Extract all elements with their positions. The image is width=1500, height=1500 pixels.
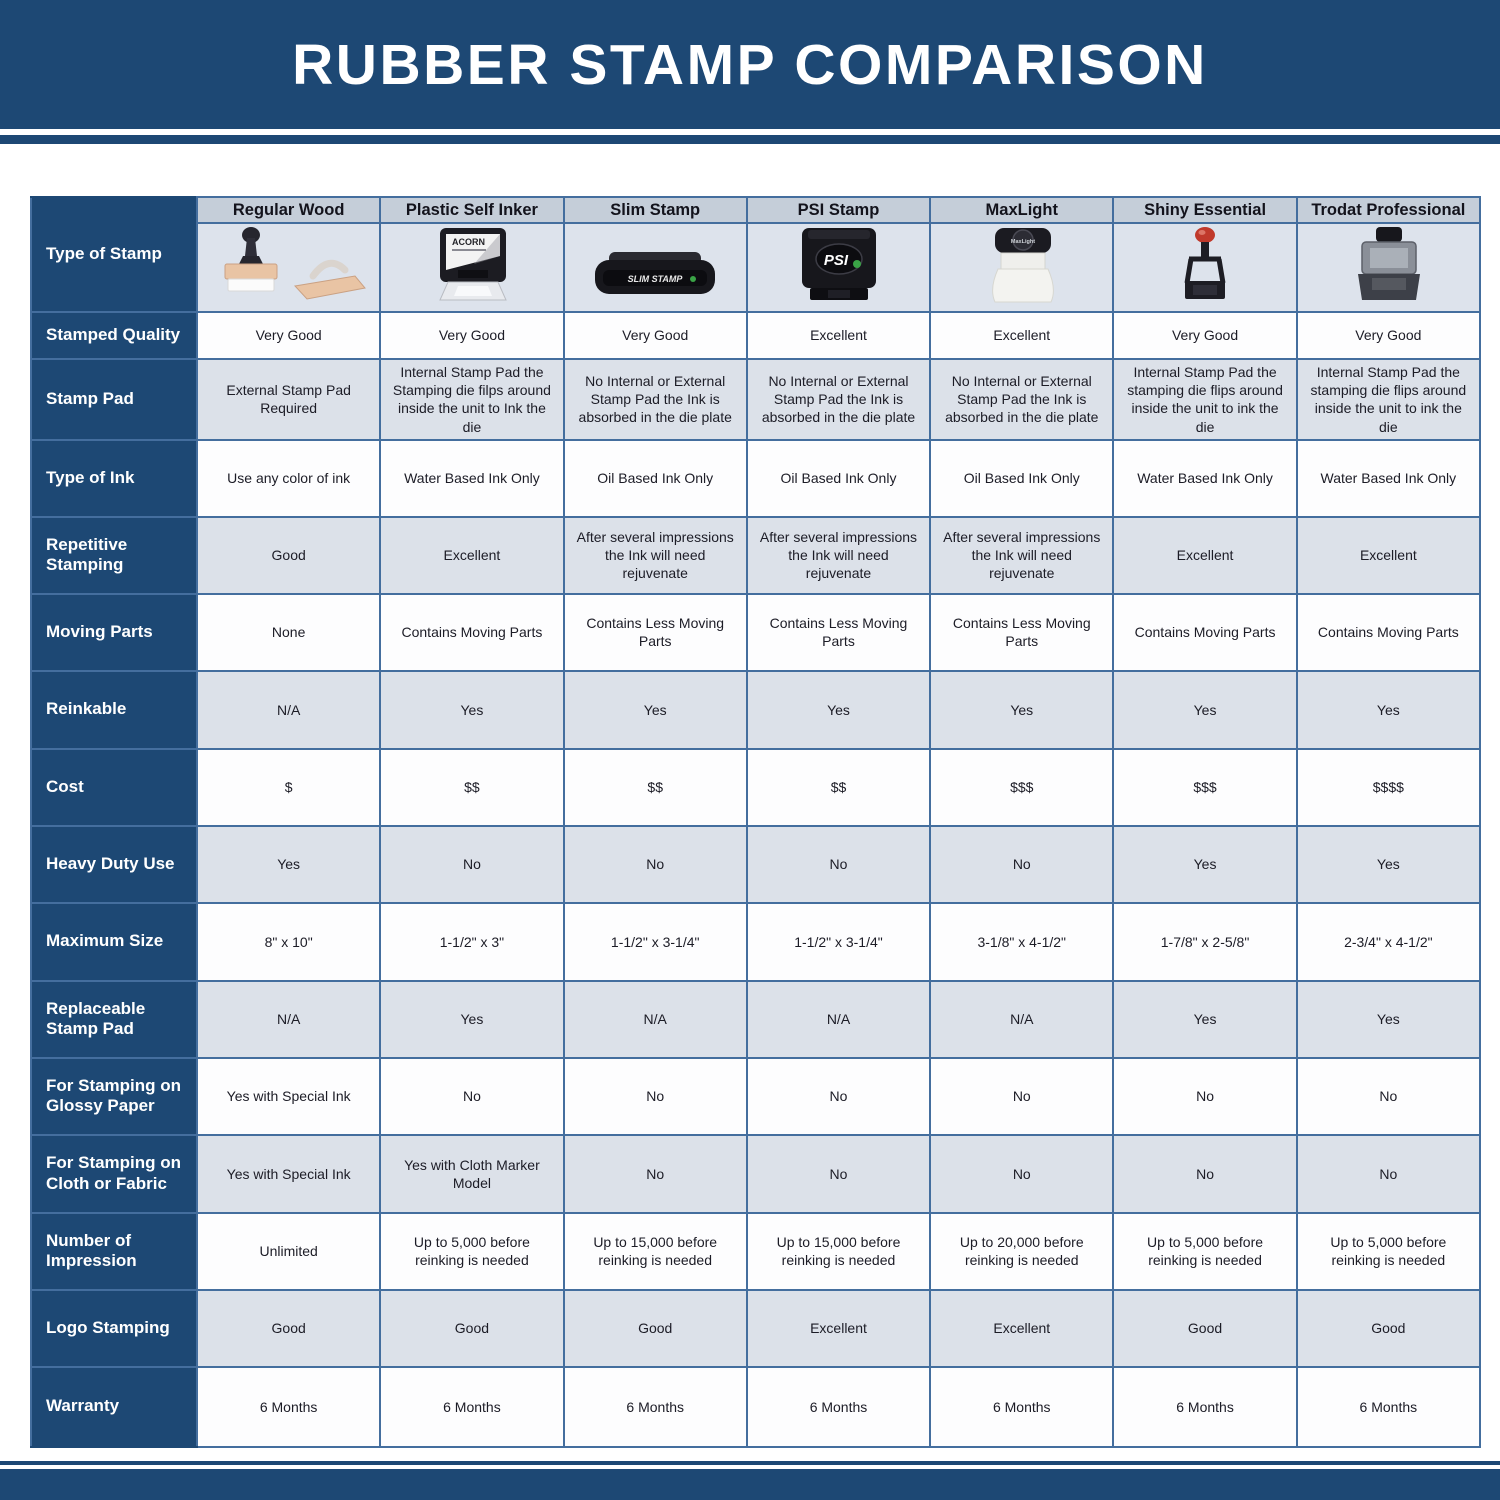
value-cell-type-of-ink-psi-stamp: Oil Based Ink Only	[747, 440, 930, 517]
table-row-reinkable	[31, 671, 1480, 749]
value-cell-number-of-impression-psi-stamp: Up to 15,000 before reinking is needed	[747, 1213, 930, 1290]
value-cell-for-stamping-on-glossy-paper-plastic-self-inker: No	[380, 1058, 563, 1135]
value-cell-logo-stamping-regular-wood: Good	[197, 1290, 380, 1367]
column-header-trodat-professional: Trodat Professional	[1297, 197, 1480, 223]
value-cell-maximum-size-trodat-professional: 2-3/4" x 4-1/2"	[1297, 903, 1480, 981]
table-row-repetitive-stamping	[31, 517, 1480, 594]
value-cell-stamp-pad-shiny-essential: Internal Stamp Pad the stamping die flips around inside the unit to ink the die	[1113, 359, 1296, 440]
value-cell-type-of-ink-regular-wood: Use any color of ink	[197, 440, 380, 517]
value-cell-for-stamping-on-glossy-paper-slim-stamp: No	[564, 1058, 747, 1135]
value-cell-stamp-pad-psi-stamp: No Internal or External Stamp Pad the Ink is absorbed in the die plate	[747, 359, 930, 440]
value-cell-stamp-pad-plastic-self-inker: Internal Stamp Pad the Stamping die filps around inside the unit to Ink the die	[380, 359, 563, 440]
row-label-stamped-quality: Stamped Quality	[31, 312, 197, 359]
value-cell-stamp-pad-regular-wood: External Stamp Pad Required	[197, 359, 380, 440]
value-cell-stamp-pad-slim-stamp: No Internal or External Stamp Pad the Ink is absorbed in the die plate	[564, 359, 747, 440]
comparison-table	[30, 196, 1481, 1448]
table-row-for-stamping-on-glossy-paper	[31, 1058, 1480, 1135]
table-row-for-stamping-on-cloth-or-fabric	[31, 1135, 1480, 1213]
value-cell-repetitive-stamping-trodat-professional: Excellent	[1297, 517, 1480, 594]
value-cell-moving-parts-maxlight: Contains Less Moving Parts	[930, 594, 1113, 671]
value-cell-reinkable-slim-stamp: Yes	[564, 671, 747, 749]
value-cell-warranty-shiny-essential: 6 Months	[1113, 1367, 1296, 1447]
table-row-stamped-quality	[31, 312, 1480, 359]
table-row-warranty	[31, 1367, 1480, 1447]
table-row-cost	[31, 749, 1480, 826]
value-cell-reinkable-shiny-essential: Yes	[1113, 671, 1296, 749]
column-header-maxlight: MaxLight	[930, 197, 1113, 223]
value-cell-heavy-duty-use-regular-wood: Yes	[197, 826, 380, 903]
value-cell-repetitive-stamping-regular-wood: Good	[197, 517, 380, 594]
column-header-shiny-essential: Shiny Essential	[1113, 197, 1296, 223]
value-cell-repetitive-stamping-shiny-essential: Excellent	[1113, 517, 1296, 594]
value-cell-replaceable-stamp-pad-maxlight: N/A	[930, 981, 1113, 1058]
row-label-moving-parts: Moving Parts	[31, 594, 197, 671]
value-cell-for-stamping-on-glossy-paper-regular-wood: Yes with Special Ink	[197, 1058, 380, 1135]
banner-divider-line	[0, 135, 1500, 144]
value-cell-type-of-ink-shiny-essential: Water Based Ink Only	[1113, 440, 1296, 517]
value-cell-stamped-quality-psi-stamp: Excellent	[747, 312, 930, 359]
value-cell-cost-regular-wood: $	[197, 749, 380, 826]
row-label-cost: Cost	[31, 749, 197, 826]
column-header-psi-stamp: PSI Stamp	[747, 197, 930, 223]
value-cell-reinkable-trodat-professional: Yes	[1297, 671, 1480, 749]
slim-stamp-icon	[575, 226, 735, 304]
value-cell-moving-parts-plastic-self-inker: Contains Moving Parts	[380, 594, 563, 671]
value-cell-replaceable-stamp-pad-plastic-self-inker: Yes	[380, 981, 563, 1058]
column-header-plastic-self-inker: Plastic Self Inker	[380, 197, 563, 223]
value-cell-reinkable-maxlight: Yes	[930, 671, 1113, 749]
table-row-number-of-impression	[31, 1213, 1480, 1290]
maxlight-stamp-icon	[942, 226, 1102, 304]
value-cell-for-stamping-on-cloth-or-fabric-trodat-professional: No	[1297, 1135, 1480, 1213]
regular-wood-stamp-icon	[209, 226, 369, 304]
value-cell-cost-shiny-essential: $$$	[1113, 749, 1296, 826]
value-cell-reinkable-regular-wood: N/A	[197, 671, 380, 749]
table-row-stamp-pad	[31, 359, 1480, 440]
value-cell-replaceable-stamp-pad-trodat-professional: Yes	[1297, 981, 1480, 1058]
column-header-slim-stamp: Slim Stamp	[564, 197, 747, 223]
value-cell-warranty-slim-stamp: 6 Months	[564, 1367, 747, 1447]
stamp-image-cell-maxlight	[930, 223, 1113, 312]
row-label-reinkable: Reinkable	[31, 671, 197, 749]
value-cell-for-stamping-on-glossy-paper-maxlight: No	[930, 1058, 1113, 1135]
value-cell-repetitive-stamping-maxlight: After several impressions the Ink will need rejuvenate	[930, 517, 1113, 594]
value-cell-heavy-duty-use-maxlight: No	[930, 826, 1113, 903]
value-cell-moving-parts-slim-stamp: Contains Less Moving Parts	[564, 594, 747, 671]
svg-text:MaxLight: MaxLight	[1010, 239, 1035, 245]
value-cell-repetitive-stamping-slim-stamp: After several impressions the Ink will need rejuvenate	[564, 517, 747, 594]
value-cell-cost-plastic-self-inker: $$	[380, 749, 563, 826]
value-cell-maximum-size-psi-stamp: 1-1/2" x 3-1/4"	[747, 903, 930, 981]
value-cell-replaceable-stamp-pad-regular-wood: N/A	[197, 981, 380, 1058]
table-row-moving-parts	[31, 594, 1480, 671]
row-label-replaceable-stamp-pad: Replaceable Stamp Pad	[31, 981, 197, 1058]
page-title: RUBBER STAMP COMPARISON	[292, 32, 1208, 97]
stamp-image-cell-plastic-self-inker	[380, 223, 563, 312]
value-cell-heavy-duty-use-psi-stamp: No	[747, 826, 930, 903]
value-cell-replaceable-stamp-pad-shiny-essential: Yes	[1113, 981, 1296, 1058]
value-cell-stamped-quality-maxlight: Excellent	[930, 312, 1113, 359]
value-cell-stamp-pad-maxlight: No Internal or External Stamp Pad the Ink is absorbed in the die plate	[930, 359, 1113, 440]
value-cell-warranty-trodat-professional: 6 Months	[1297, 1367, 1480, 1447]
shiny-essential-stamp-icon	[1125, 226, 1285, 304]
value-cell-number-of-impression-shiny-essential: Up to 5,000 before reinking is needed	[1113, 1213, 1296, 1290]
value-cell-replaceable-stamp-pad-psi-stamp: N/A	[747, 981, 930, 1058]
stamp-image-cell-regular-wood	[197, 223, 380, 312]
plastic-self-inker-stamp-icon	[392, 226, 552, 304]
stamp-image-cell-shiny-essential	[1113, 223, 1296, 312]
stamp-image-cell-trodat-professional	[1297, 223, 1480, 312]
value-cell-moving-parts-regular-wood: None	[197, 594, 380, 671]
value-cell-for-stamping-on-cloth-or-fabric-maxlight: No	[930, 1135, 1113, 1213]
value-cell-cost-slim-stamp: $$	[564, 749, 747, 826]
stamp-image-cell-slim-stamp	[564, 223, 747, 312]
value-cell-maximum-size-slim-stamp: 1-1/2" x 3-1/4"	[564, 903, 747, 981]
value-cell-logo-stamping-plastic-self-inker: Good	[380, 1290, 563, 1367]
value-cell-replaceable-stamp-pad-slim-stamp: N/A	[564, 981, 747, 1058]
comparison-table-container	[30, 196, 1481, 1448]
value-cell-reinkable-plastic-self-inker: Yes	[380, 671, 563, 749]
table-row-logo-stamping	[31, 1290, 1480, 1367]
value-cell-repetitive-stamping-plastic-self-inker: Excellent	[380, 517, 563, 594]
value-cell-stamped-quality-plastic-self-inker: Very Good	[380, 312, 563, 359]
row-label-type-of-ink: Type of Ink	[31, 440, 197, 517]
value-cell-for-stamping-on-cloth-or-fabric-psi-stamp: No	[747, 1135, 930, 1213]
value-cell-type-of-ink-maxlight: Oil Based Ink Only	[930, 440, 1113, 517]
value-cell-cost-maxlight: $$$	[930, 749, 1113, 826]
stamp-image-cell-psi-stamp	[747, 223, 930, 312]
value-cell-stamp-pad-trodat-professional: Internal Stamp Pad the stamping die flips around inside the unit to ink the die	[1297, 359, 1480, 440]
value-cell-warranty-maxlight: 6 Months	[930, 1367, 1113, 1447]
value-cell-number-of-impression-slim-stamp: Up to 15,000 before reinking is needed	[564, 1213, 747, 1290]
table-row-type-of-ink	[31, 440, 1480, 517]
row-label-for-stamping-on-cloth-or-fabric: For Stamping on Cloth or Fabric	[31, 1135, 197, 1213]
value-cell-heavy-duty-use-plastic-self-inker: No	[380, 826, 563, 903]
row-label-logo-stamping: Logo Stamping	[31, 1290, 197, 1367]
value-cell-heavy-duty-use-shiny-essential: Yes	[1113, 826, 1296, 903]
value-cell-reinkable-psi-stamp: Yes	[747, 671, 930, 749]
svg-text:SLIM STAMP: SLIM STAMP	[627, 274, 683, 284]
value-cell-logo-stamping-psi-stamp: Excellent	[747, 1290, 930, 1367]
value-cell-number-of-impression-regular-wood: Unlimited	[197, 1213, 380, 1290]
row-label-stamp-pad: Stamp Pad	[31, 359, 197, 440]
value-cell-for-stamping-on-glossy-paper-shiny-essential: No	[1113, 1058, 1296, 1135]
row-label-for-stamping-on-glossy-paper: For Stamping on Glossy Paper	[31, 1058, 197, 1135]
stamp-image-row	[31, 223, 1480, 312]
value-cell-for-stamping-on-glossy-paper-trodat-professional: No	[1297, 1058, 1480, 1135]
value-cell-stamped-quality-shiny-essential: Very Good	[1113, 312, 1296, 359]
value-cell-logo-stamping-trodat-professional: Good	[1297, 1290, 1480, 1367]
value-cell-cost-trodat-professional: $$$$	[1297, 749, 1480, 826]
value-cell-for-stamping-on-glossy-paper-psi-stamp: No	[747, 1058, 930, 1135]
value-cell-logo-stamping-shiny-essential: Good	[1113, 1290, 1296, 1367]
column-header-row	[31, 197, 1480, 223]
value-cell-maximum-size-plastic-self-inker: 1-1/2" x 3"	[380, 903, 563, 981]
value-cell-maximum-size-shiny-essential: 1-7/8" x 2-5/8"	[1113, 903, 1296, 981]
bottom-divider-line	[0, 1461, 1500, 1465]
value-cell-logo-stamping-slim-stamp: Good	[564, 1290, 747, 1367]
row-label-repetitive-stamping: Repetitive Stamping	[31, 517, 197, 594]
table-row-maximum-size	[31, 903, 1480, 981]
row-label-heavy-duty-use: Heavy Duty Use	[31, 826, 197, 903]
value-cell-moving-parts-psi-stamp: Contains Less Moving Parts	[747, 594, 930, 671]
column-header-regular-wood: Regular Wood	[197, 197, 380, 223]
value-cell-heavy-duty-use-trodat-professional: Yes	[1297, 826, 1480, 903]
top-banner	[0, 0, 1500, 129]
value-cell-for-stamping-on-cloth-or-fabric-slim-stamp: No	[564, 1135, 747, 1213]
bottom-bar	[0, 1469, 1500, 1500]
row-label-maximum-size: Maximum Size	[31, 903, 197, 981]
row-label-warranty: Warranty	[31, 1367, 197, 1447]
value-cell-heavy-duty-use-slim-stamp: No	[564, 826, 747, 903]
svg-text:PSI: PSI	[824, 252, 849, 269]
value-cell-cost-psi-stamp: $$	[747, 749, 930, 826]
value-cell-maximum-size-regular-wood: 8" x 10"	[197, 903, 380, 981]
value-cell-stamped-quality-trodat-professional: Very Good	[1297, 312, 1480, 359]
value-cell-stamped-quality-slim-stamp: Very Good	[564, 312, 747, 359]
value-cell-type-of-ink-plastic-self-inker: Water Based Ink Only	[380, 440, 563, 517]
value-cell-moving-parts-shiny-essential: Contains Moving Parts	[1113, 594, 1296, 671]
value-cell-logo-stamping-maxlight: Excellent	[930, 1290, 1113, 1367]
value-cell-warranty-plastic-self-inker: 6 Months	[380, 1367, 563, 1447]
svg-text:ACORN: ACORN	[451, 237, 485, 247]
value-cell-repetitive-stamping-psi-stamp: After several impressions the Ink will need rejuvenate	[747, 517, 930, 594]
value-cell-moving-parts-trodat-professional: Contains Moving Parts	[1297, 594, 1480, 671]
value-cell-warranty-psi-stamp: 6 Months	[747, 1367, 930, 1447]
value-cell-warranty-regular-wood: 6 Months	[197, 1367, 380, 1447]
value-cell-for-stamping-on-cloth-or-fabric-plastic-self-inker: Yes with Cloth Marker Model	[380, 1135, 563, 1213]
psi-stamp-icon	[758, 226, 918, 304]
value-cell-for-stamping-on-cloth-or-fabric-regular-wood: Yes with Special Ink	[197, 1135, 380, 1213]
row-label-type-of-stamp: Type of Stamp	[31, 197, 197, 312]
value-cell-number-of-impression-maxlight: Up to 20,000 before reinking is needed	[930, 1213, 1113, 1290]
value-cell-type-of-ink-trodat-professional: Water Based Ink Only	[1297, 440, 1480, 517]
table-row-heavy-duty-use	[31, 826, 1480, 903]
table-row-replaceable-stamp-pad	[31, 981, 1480, 1058]
value-cell-for-stamping-on-cloth-or-fabric-shiny-essential: No	[1113, 1135, 1296, 1213]
value-cell-number-of-impression-plastic-self-inker: Up to 5,000 before reinking is needed	[380, 1213, 563, 1290]
value-cell-type-of-ink-slim-stamp: Oil Based Ink Only	[564, 440, 747, 517]
value-cell-stamped-quality-regular-wood: Very Good	[197, 312, 380, 359]
row-label-number-of-impression: Number of Impression	[31, 1213, 197, 1290]
trodat-professional-stamp-icon	[1308, 226, 1468, 304]
value-cell-number-of-impression-trodat-professional: Up to 5,000 before reinking is needed	[1297, 1213, 1480, 1290]
value-cell-maximum-size-maxlight: 3-1/8" x 4-1/2"	[930, 903, 1113, 981]
